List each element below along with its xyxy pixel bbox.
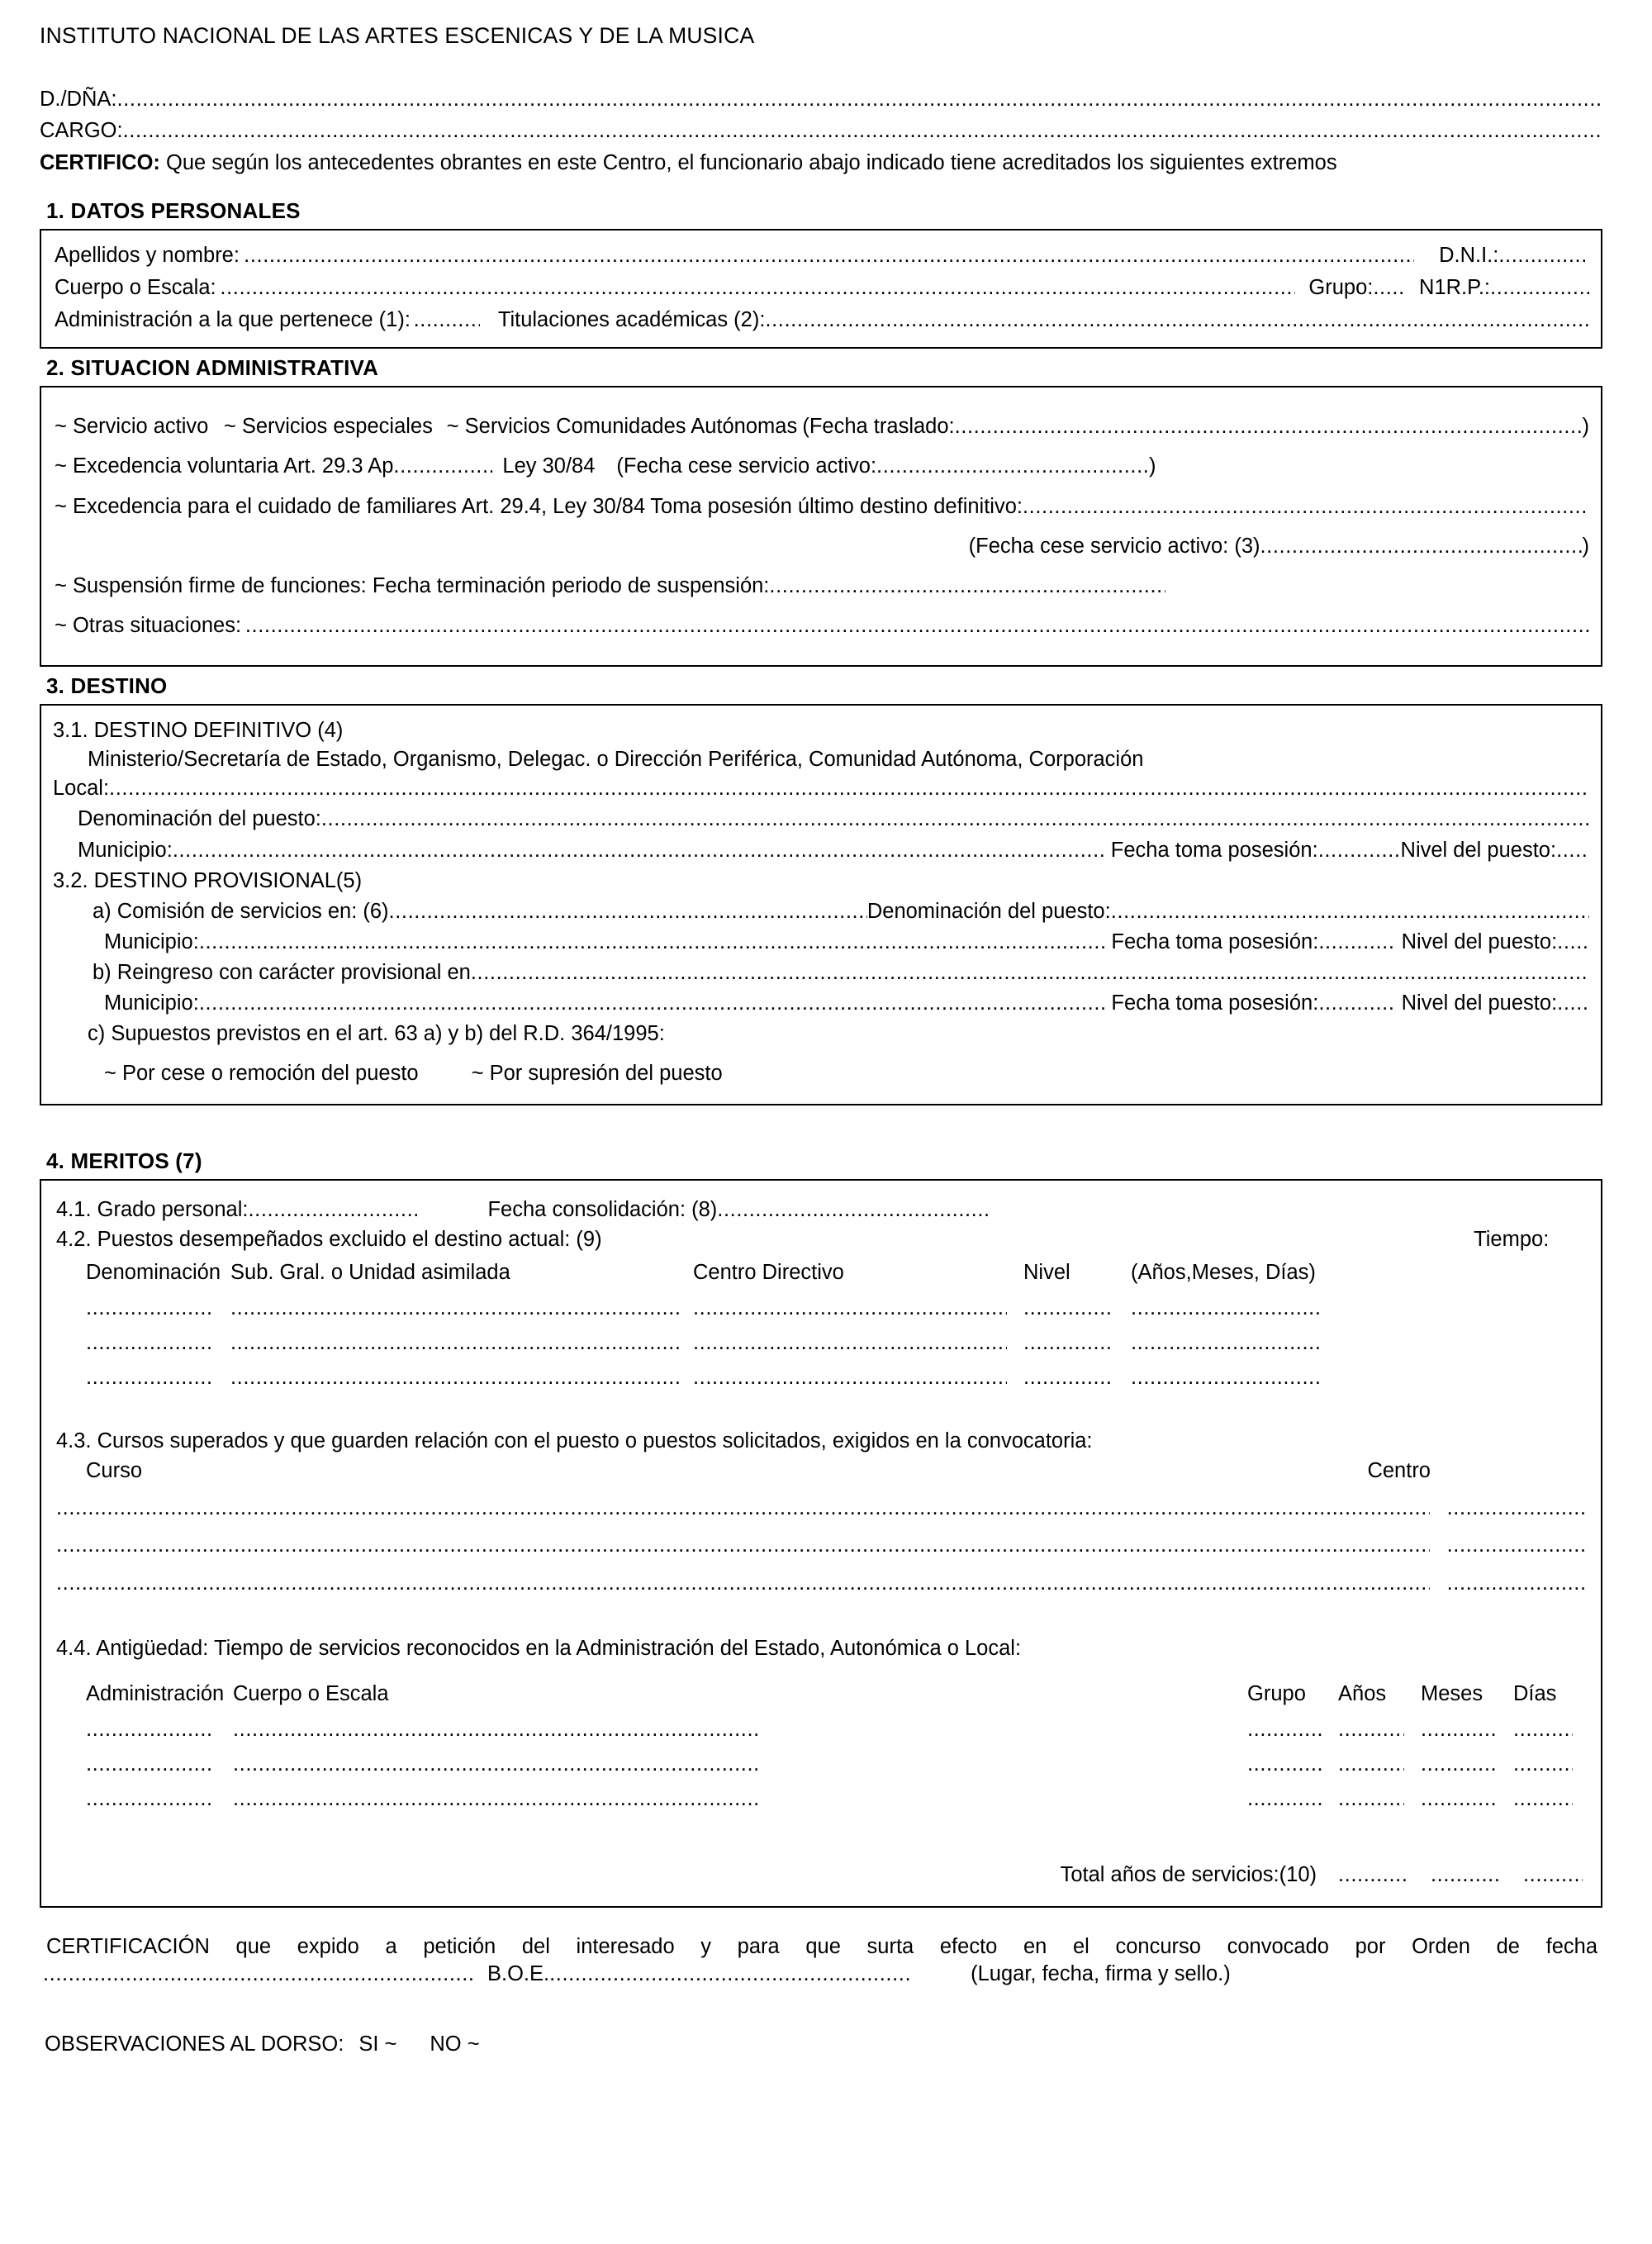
dni-label: D.N.I.: [1439, 243, 1499, 267]
puestos-desempenados-row [56, 1226, 1588, 1253]
grado-personal-label: 4.1. Grado personal: [56, 1197, 249, 1221]
cell-dias[interactable] [1513, 1752, 1588, 1787]
dni-input-dots[interactable] [1498, 242, 1589, 269]
cell-nivel[interactable] [1023, 1366, 1131, 1400]
suspension-input-dots[interactable] [769, 573, 1165, 600]
fecha-toma-label-b: Fecha toma posesión: [1111, 991, 1319, 1015]
fecha-cese-close: ) [1149, 454, 1156, 478]
option-suspension[interactable]: ~ Suspensión firme de funciones: Fecha terminación periodo de suspensión: [55, 573, 770, 597]
cursos-row [56, 1532, 1588, 1559]
cell-denominacion[interactable] [56, 1366, 230, 1400]
section-3-box [40, 704, 1602, 1105]
otras-input-dots[interactable] [245, 612, 1589, 639]
centro-dots[interactable] [1447, 1495, 1588, 1522]
nivel-puesto-label-b: Nivel del puesto: [1401, 991, 1558, 1015]
table-row [56, 1787, 1588, 1822]
grado-personal-row [56, 1196, 1588, 1224]
section-3-1-body: Ministerio/Secretaría de Estado, Organismo, Delegac. o Dirección Periférica, Comunidad Autónoma, Corporación [88, 748, 1144, 772]
municipio-row-32b [53, 990, 1589, 1017]
situacion-line-4 [55, 533, 1589, 560]
comision-denominacion-label: Denominación del puesto: [866, 899, 1111, 923]
reingreso-row [53, 959, 1589, 987]
nivel-puesto-label: Nivel del puesto: [1400, 838, 1557, 862]
table-row [56, 1366, 1588, 1400]
fecha-toma-label-a: Fecha toma posesión: [1111, 929, 1319, 953]
cell-unidad[interactable] [230, 1296, 693, 1331]
cell-administracion[interactable] [56, 1752, 233, 1787]
section-1-box [40, 229, 1602, 349]
observaciones-row [40, 2032, 1602, 2056]
administracion-row [55, 307, 1589, 334]
comision-servicios-label[interactable]: a) Comisión de servicios en: (6) [93, 899, 389, 923]
section-3-heading: 3. DESTINO [46, 673, 168, 699]
fecha-cese-3-input-dots[interactable] [1260, 533, 1583, 560]
fecha-toma-b-dots[interactable] [1318, 990, 1395, 1017]
cell-grupo[interactable] [1247, 1718, 1338, 1752]
municipio-input-dots[interactable] [173, 837, 1104, 864]
grupo-input-dots[interactable] [1373, 274, 1405, 302]
grupo-label: Grupo: [1308, 276, 1374, 299]
cell-nivel[interactable] [1023, 1331, 1131, 1366]
total-anos-row [56, 1861, 1588, 1889]
col-header-administracion: Administración [86, 1681, 225, 1705]
cell-dias[interactable] [1513, 1787, 1588, 1822]
cell-administracion[interactable] [56, 1787, 233, 1822]
cell-anos[interactable] [1338, 1718, 1421, 1752]
denominacion-puesto-label: Denominación del puesto: [78, 807, 321, 831]
name-label: D./DÑA: [40, 88, 117, 112]
col-header-grupo: Grupo [1247, 1681, 1306, 1705]
supuestos-options-row [53, 1060, 1589, 1087]
antiguedad-label: 4.4. Antigüedad: Tiempo de servicios reconocidos en la Administración del Estado, Autonómica o Local: [56, 1636, 1022, 1660]
col-header-anos-meses-dias: (Años,Meses, Días) [1131, 1260, 1316, 1284]
excedencia-ap-dots[interactable] [393, 453, 492, 480]
cuerpo-input-dots[interactable] [220, 274, 1295, 302]
fecha-traslado-label: (Fecha traslado: [802, 415, 955, 439]
cell-meses[interactable] [1421, 1752, 1513, 1787]
reingreso-label[interactable]: b) Reingreso con carácter provisional en [93, 961, 471, 985]
apellidos-row [55, 242, 1589, 269]
option-por-cese[interactable]: ~ Por cese o remoción del puesto [104, 1061, 419, 1085]
fecha-traslado-input-dots[interactable] [955, 413, 1583, 440]
puestos-desempenados-label: 4.2. Puestos desempeñados excluido el destino actual: (9) [56, 1227, 602, 1251]
table-row [56, 1752, 1588, 1787]
fecha-cese-3-close: ) [1582, 534, 1589, 558]
cursos-row [56, 1570, 1588, 1597]
curso-dots[interactable] [56, 1495, 1430, 1522]
fecha-consolidacion-label: Fecha consolidación: (8) [487, 1197, 718, 1221]
cell-cuerpo-escala[interactable] [233, 1752, 1247, 1787]
municipio-b-dots[interactable] [199, 990, 1105, 1017]
cell-grupo[interactable] [1247, 1752, 1338, 1787]
cell-unidad[interactable] [230, 1331, 693, 1366]
col-header-centro: Centro [1367, 1459, 1431, 1483]
municipio-row-32a [53, 929, 1589, 956]
certifico-text: Que según los antecedentes obrantes en este Centro, el funcionario abajo indicado tiene acreditados los siguientes extremos [166, 150, 1337, 174]
cell-grupo[interactable] [1247, 1787, 1338, 1822]
boe-dots[interactable] [549, 1962, 913, 1986]
situacion-line-6 [55, 612, 1589, 639]
cell-denominacion[interactable] [56, 1296, 230, 1331]
nivel-puesto-b-dots[interactable] [1557, 990, 1589, 1017]
cell-cuerpo-escala[interactable] [233, 1718, 1247, 1752]
situacion-line-1 [55, 413, 1589, 440]
municipio-label-b: Municipio: [104, 991, 199, 1015]
tiempo-label: Tiempo: [1474, 1227, 1550, 1251]
supuestos-row: c) Supuestos previstos en el art. 63 a) y b) del R.D. 364/1995: [88, 1022, 665, 1046]
nrp-label: N1R.P.: [1419, 276, 1491, 299]
denominacion-puesto-row-31 [53, 806, 1589, 833]
situacion-line-2 [55, 453, 1589, 480]
fecha-toma-dots[interactable] [1318, 837, 1401, 864]
option-excedencia-voluntaria[interactable]: ~ Excedencia voluntaria Art. 29.3 Ap [55, 454, 394, 478]
comision-servicios-dots[interactable] [389, 898, 867, 925]
observaciones-label: OBSERVACIONES AL DORSO: [45, 2032, 344, 2056]
col-header-dias: Días [1513, 1681, 1557, 1705]
boe-row [40, 1962, 1602, 1986]
cuerpo-row [55, 274, 1589, 302]
cursos-label: 4.3. Cursos superados y que guarden relación con el puesto o puestos solicitados, exigidos en la convocatoria: [56, 1429, 1093, 1452]
cell-denominacion[interactable] [56, 1331, 230, 1366]
local-row [53, 775, 1589, 802]
boe-label: B.O.E. [487, 1962, 550, 1986]
observaciones-no[interactable]: NO ~ [430, 2032, 480, 2056]
position-input-dots[interactable] [123, 117, 1602, 145]
cell-centro-directivo[interactable] [693, 1366, 1023, 1400]
comision-denominacion-dots[interactable] [1111, 898, 1589, 925]
observaciones-si[interactable]: SI ~ [358, 2032, 397, 2056]
cell-nivel[interactable] [1023, 1296, 1131, 1331]
cell-administracion[interactable] [56, 1718, 233, 1752]
ley-3084-label: Ley 30/84 [502, 454, 596, 478]
certifico-paragraph [40, 150, 1602, 177]
nivel-puesto-label-a: Nivel del puesto: [1401, 929, 1558, 953]
curso-dots[interactable] [56, 1570, 1430, 1597]
section-2-heading: 2. SITUACION ADMINISTRATIVA [46, 355, 379, 381]
section-1-heading: 1. DATOS PERSONALES [46, 197, 301, 223]
total-anos-label: Total años de servicios:(10) [1060, 1862, 1317, 1886]
table-puestos-desempenados [56, 1256, 1588, 1400]
position-field-row [40, 117, 1602, 145]
toma-posesion-input-dots[interactable] [1023, 493, 1589, 521]
centro-dots[interactable] [1447, 1570, 1588, 1597]
name-field-row [40, 86, 1602, 113]
apellidos-label: Apellidos y nombre: [55, 243, 240, 267]
table-row [56, 1296, 1588, 1331]
table-row [56, 1718, 1588, 1752]
cell-anos[interactable] [1338, 1787, 1421, 1822]
apellidos-input-dots[interactable] [244, 242, 1414, 269]
certificacion-text: CERTIFICACIÓN que expido a petición del interesado y para que surta efecto en el concurso convocado por Orden de fecha [46, 1934, 1597, 1958]
section-2-box [40, 386, 1602, 667]
nrp-input-dots[interactable] [1490, 274, 1589, 302]
col-header-anos: Años [1338, 1681, 1387, 1705]
col-header-meses: Meses [1421, 1681, 1483, 1705]
section-3-1-title: 3.1. DESTINO DEFINITIVO (4) [53, 719, 344, 743]
fecha-toma-a-dots[interactable] [1318, 929, 1395, 956]
curso-dots[interactable] [56, 1532, 1430, 1559]
col-header-denominacion: Denominación [86, 1260, 221, 1284]
reingreso-dots[interactable] [471, 959, 1589, 987]
option-servicio-activo[interactable]: ~ Servicio activo [55, 415, 209, 439]
administracion-input-dots[interactable] [414, 307, 481, 334]
administracion-label: Administración a la que pertenece (1): [55, 308, 411, 332]
option-otras-situaciones[interactable]: ~ Otras situaciones: [55, 613, 242, 637]
fecha-cese-label: (Fecha cese servicio activo: [616, 454, 877, 478]
fecha-traslado-close: ) [1582, 415, 1589, 439]
table-antiguedad [56, 1677, 1588, 1822]
option-por-supresion[interactable]: ~ Por supresión del puesto [471, 1061, 723, 1085]
municipio-label: Municipio: [78, 838, 173, 862]
cursos-header-row [56, 1457, 1588, 1485]
cell-anos[interactable] [1338, 1752, 1421, 1787]
col-header-cuerpo-escala: Cuerpo o Escala [233, 1681, 389, 1705]
col-header-centro-directivo: Centro Directivo [693, 1260, 844, 1284]
fecha-cese-input-dots[interactable] [876, 453, 1149, 480]
col-header-curso: Curso [86, 1459, 143, 1483]
nivel-puesto-dots[interactable] [1556, 837, 1589, 864]
total-dias-dots[interactable] [1523, 1861, 1583, 1889]
organization-title: INSTITUTO NACIONAL DE LAS ARTES ESCENICAS Y DE LA MUSICA [40, 23, 755, 48]
municipio-row-31 [53, 837, 1589, 864]
local-label: Local: [53, 777, 110, 801]
titulaciones-label: Titulaciones académicas (2): [497, 308, 766, 332]
total-anos-dots[interactable] [1338, 1861, 1406, 1889]
situacion-line-5 [55, 573, 1589, 600]
lugar-fecha-firma-sello: (Lugar, fecha, firma y sello.) [971, 1962, 1231, 1986]
comision-servicios-row [53, 898, 1589, 925]
table-header-row [56, 1256, 1588, 1296]
cell-anos-meses-dias[interactable] [1131, 1296, 1588, 1331]
position-label: CARGO: [40, 118, 123, 142]
cell-meses[interactable] [1421, 1718, 1513, 1752]
fecha-toma-label: Fecha toma posesión: [1110, 838, 1318, 862]
cursos-row [56, 1495, 1588, 1522]
certifico-label: CERTIFICO: [40, 150, 160, 174]
option-servicios-comunidades[interactable]: ~ Servicios Comunidades Autónomas [446, 415, 798, 439]
table-row [56, 1331, 1588, 1366]
fecha-consolidacion-dots[interactable] [717, 1196, 990, 1224]
titulaciones-input-dots[interactable] [765, 307, 1589, 334]
fecha-cese-3-label: (Fecha cese servicio activo: (3) [968, 534, 1260, 558]
municipio-a-dots[interactable] [199, 929, 1105, 956]
denominacion-puesto-dots[interactable] [321, 806, 1589, 833]
toma-posesion-label: Toma posesión último destino definitivo: [650, 494, 1023, 518]
grado-personal-dots[interactable] [248, 1196, 421, 1224]
cell-centro-directivo[interactable] [693, 1331, 1023, 1366]
section-4-box [40, 1179, 1602, 1908]
cell-centro-directivo[interactable] [693, 1296, 1023, 1331]
table-header-row [56, 1677, 1588, 1718]
cell-cuerpo-escala[interactable] [233, 1787, 1247, 1822]
situacion-line-3 [55, 493, 1589, 521]
total-meses-dots[interactable] [1431, 1861, 1498, 1889]
cuerpo-label: Cuerpo o Escala: [55, 276, 216, 299]
cell-dias[interactable] [1513, 1718, 1588, 1752]
local-input-dots[interactable] [109, 775, 1589, 802]
municipio-label-a: Municipio: [104, 929, 199, 953]
centro-dots[interactable] [1447, 1532, 1588, 1559]
option-servicios-especiales[interactable]: ~ Servicios especiales [223, 415, 433, 439]
name-input-dots[interactable] [117, 86, 1602, 113]
cell-anos-meses-dias[interactable] [1131, 1366, 1588, 1400]
option-excedencia-cuidado[interactable]: ~ Excedencia para el cuidado de familiares Art. 29.4, Ley 30/84 [55, 494, 646, 518]
cell-anos-meses-dias[interactable] [1131, 1331, 1588, 1366]
cell-unidad[interactable] [230, 1366, 693, 1400]
cell-meses[interactable] [1421, 1787, 1513, 1822]
certificacion-footer [40, 1933, 1602, 1986]
col-header-unidad: Sub. Gral. o Unidad asimilada [230, 1260, 510, 1284]
section-3-2-title: 3.2. DESTINO PROVISIONAL(5) [53, 868, 363, 892]
section-4-heading: 4. MERITOS (7) [46, 1148, 202, 1173]
lugar-dots[interactable] [43, 1962, 472, 1986]
col-header-nivel: Nivel [1023, 1260, 1070, 1284]
nivel-puesto-a-dots[interactable] [1557, 929, 1589, 956]
